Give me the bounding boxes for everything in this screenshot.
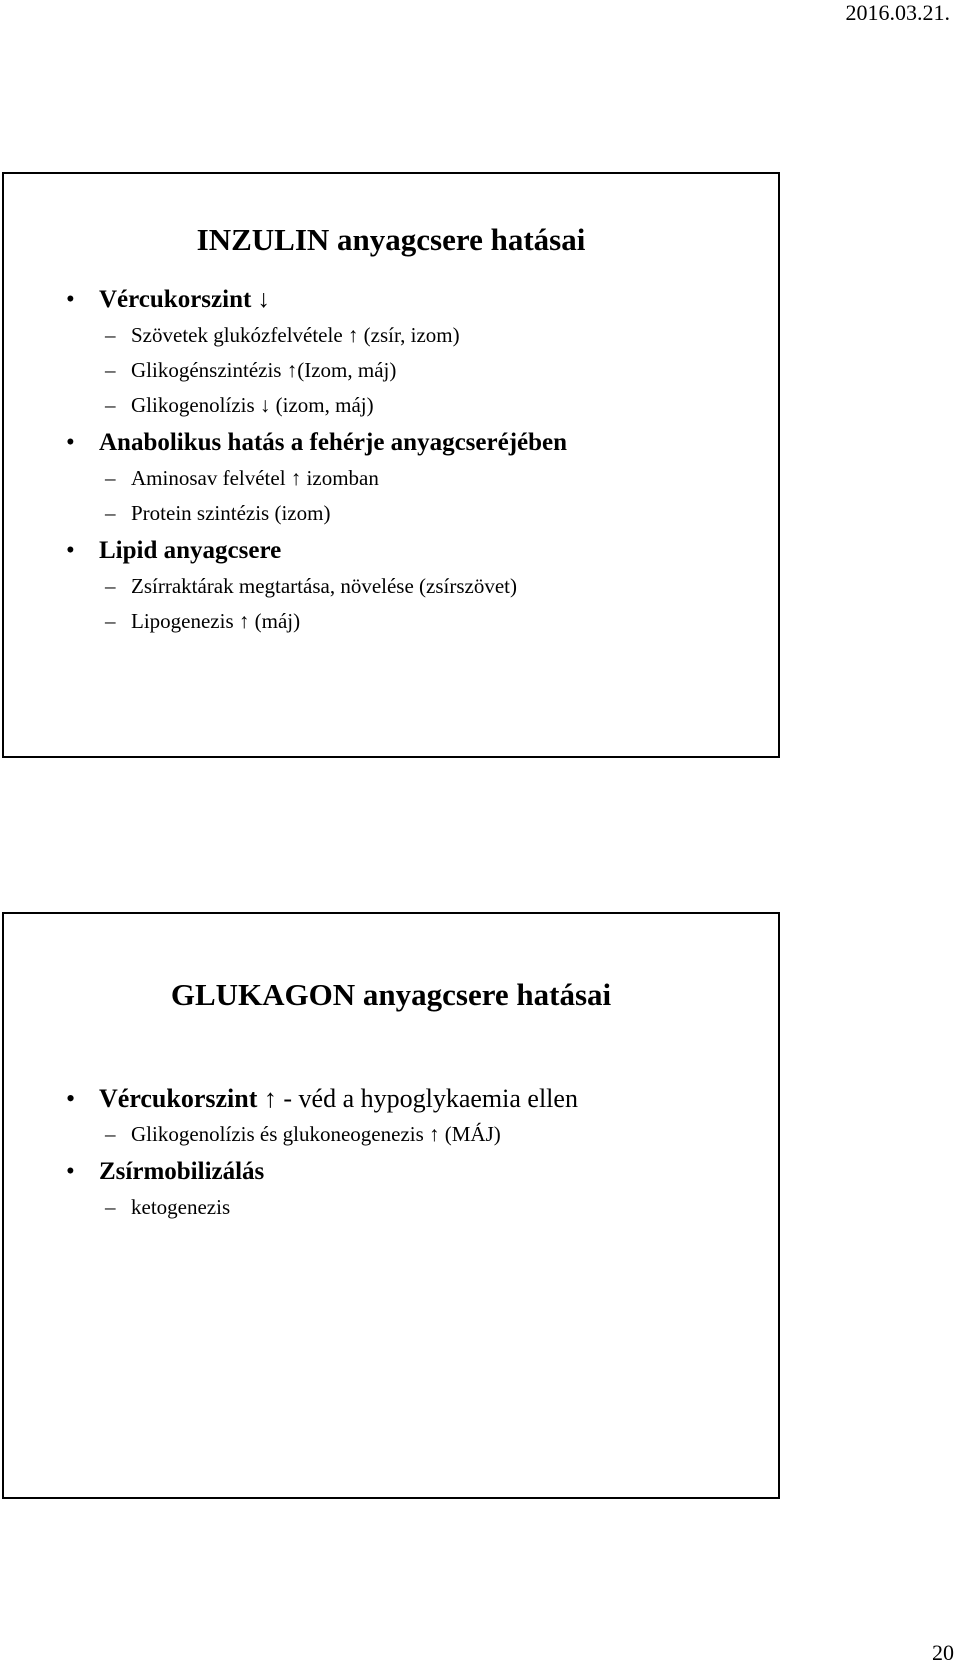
sub-item xyxy=(4,1195,778,1230)
sub-list xyxy=(4,574,778,644)
sub-label: Aminosav felvétel ↑ izomban xyxy=(131,466,379,490)
sub-label: Protein szintézis (izom) xyxy=(131,501,331,525)
sub-list xyxy=(4,1122,778,1157)
bullet-item xyxy=(4,536,778,644)
sub-item xyxy=(4,323,778,358)
sub-item xyxy=(4,1122,778,1157)
page-number: 20 xyxy=(932,1640,954,1665)
dash-icon: – xyxy=(105,358,116,382)
sub-list xyxy=(4,1195,778,1230)
bullet-label-bold: Vércukorszint xyxy=(99,1084,258,1113)
bullet-icon: • xyxy=(66,429,75,456)
bullet-icon: • xyxy=(66,537,75,564)
sub-item xyxy=(4,466,778,501)
slide-content xyxy=(4,285,778,644)
sub-item xyxy=(4,393,778,428)
sub-item xyxy=(4,501,778,536)
sub-label: Glikogénszintézis ↑(Izom, máj) xyxy=(131,358,397,382)
bullet-item xyxy=(4,1157,778,1230)
sub-label: Glikogenolízis és glukoneogenezis ↑ (MÁJ) xyxy=(131,1122,501,1146)
bullet-icon: • xyxy=(66,286,75,313)
bullet-label-rest: ↑ - véd a hypoglykaemia ellen xyxy=(257,1084,578,1113)
bullet-list xyxy=(4,1084,778,1230)
bullet-label: Lipid anyagcsere xyxy=(99,537,282,564)
bullet-icon: • xyxy=(66,1084,76,1113)
sub-item xyxy=(4,609,778,644)
sub-label: Szövetek glukózfelvétele ↑ (zsír, izom) xyxy=(131,323,460,347)
dash-icon: – xyxy=(105,1195,116,1219)
bullet-item xyxy=(4,428,778,536)
slide-insulin xyxy=(2,172,780,758)
sub-label: Zsírraktárak megtartása, növelése (zsírszövet) xyxy=(131,574,517,598)
bullet-text xyxy=(4,1084,778,1122)
sub-item xyxy=(4,358,778,393)
bullet-text xyxy=(4,428,778,466)
bullet-text xyxy=(4,536,778,574)
dash-icon: – xyxy=(105,501,116,525)
bullet-label: Anabolikus hatás a fehérje anyagcseréjében xyxy=(99,429,568,456)
slide-glucagon xyxy=(2,912,780,1499)
slide-content xyxy=(4,1084,778,1230)
dash-icon: – xyxy=(105,1122,116,1146)
page-date: 2016.03.21. xyxy=(845,0,950,25)
bullet-icon: • xyxy=(66,1158,75,1185)
bullet-label: Zsírmobilizálás xyxy=(99,1158,265,1185)
bullet-label: Vércukorszint ↓ xyxy=(99,286,271,313)
bullet-text xyxy=(4,1157,778,1195)
dash-icon: – xyxy=(105,323,116,347)
slide-title: GLUKAGON anyagcsere hatásai xyxy=(170,977,612,1012)
dash-icon: – xyxy=(105,574,116,598)
sub-item xyxy=(4,574,778,609)
bullet-list xyxy=(4,285,778,644)
sub-label: Glikogenolízis ↓ (izom, máj) xyxy=(131,393,374,417)
sub-label: ketogenezis xyxy=(131,1195,231,1219)
sub-label: Lipogenezis ↑ (máj) xyxy=(131,609,301,633)
bullet-text xyxy=(4,285,778,323)
dash-icon: – xyxy=(105,609,116,633)
sub-list xyxy=(4,323,778,428)
bullet-item xyxy=(4,285,778,428)
sub-list xyxy=(4,466,778,536)
bullet-item xyxy=(4,1084,778,1157)
dash-icon: – xyxy=(105,466,116,490)
dash-icon: – xyxy=(105,393,116,417)
slide-title: INZULIN anyagcsere hatásai xyxy=(196,222,586,257)
